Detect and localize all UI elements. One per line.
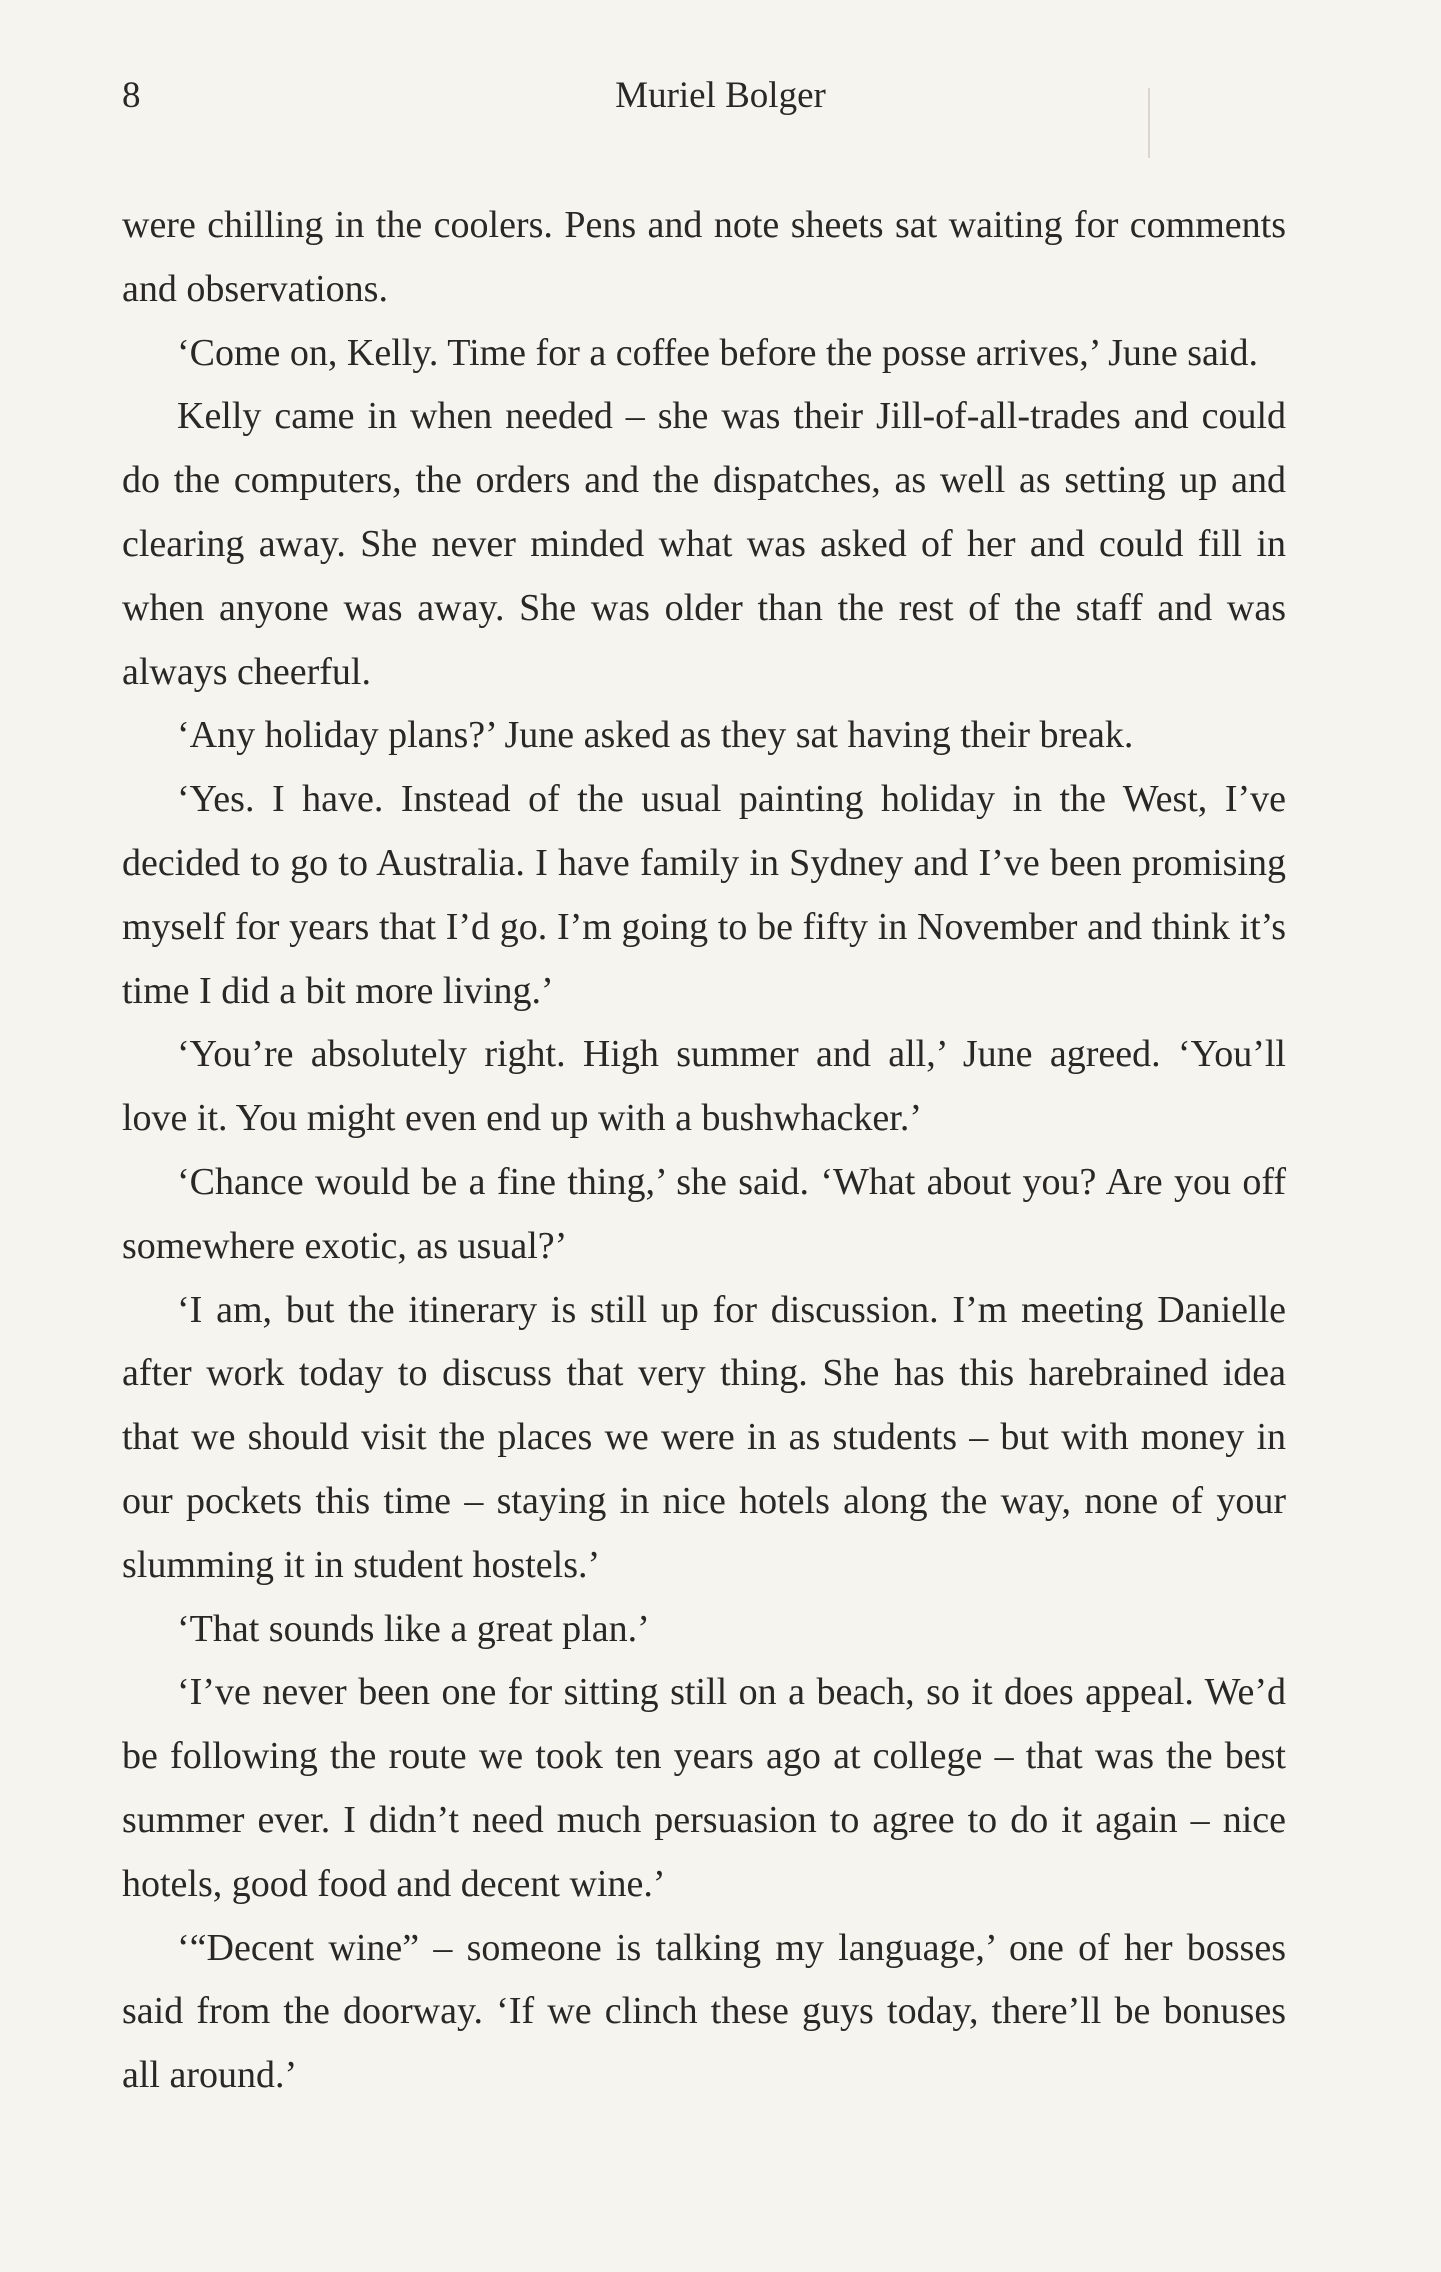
- paragraph: ‘Any holiday plans?’ June asked as they sat having their break.: [177, 714, 1134, 757]
- running-head-author: Muriel Bolger: [615, 75, 826, 116]
- paragraph: ‘“Decent wine” – someone is talking my language,’ one of her bosses said from the doorway. ‘If we clinch these guys today, there’ll be bonuses all around.’: [122, 1926, 1286, 2097]
- body-text: [122, 194, 1286, 2108]
- running-head: [0, 66, 1441, 126]
- paragraph: ‘Yes. I have. Instead of the usual painting holiday in the West, I’ve decided to go to Australia. I have family in Sydney and I’ve been promising myself for years that I’d go. I’m going to be fifty in November and think it’s time I did a bit more living.’: [122, 778, 1286, 1012]
- paragraph: ‘You’re absolutely right. High summer and all,’ June agreed. ‘You’ll love it. You might even end up with a bushwhacker.’: [122, 1033, 1286, 1140]
- paragraph: ‘I’ve never been one for sitting still on a beach, so it does appeal. We’d be following the route we took ten years ago at college – that was the best summer ever. I didn’t need much persuasion to agree to do it again – nice hotels, good food and decent wine.’: [122, 1671, 1286, 1905]
- paragraph: Kelly came in when needed – she was their Jill-of-all-trades and could do the computers, the orders and the dispatches, as well as setting up and clearing away. She never minded what was asked of her and could fill in when anyone was away. She was older than the rest of the staff and was always cheerful.: [122, 395, 1286, 693]
- paragraph: ‘I am, but the itinerary is still up for discussion. I’m meeting Danielle after work today to discuss that very thing. She has this harebrained idea that we should visit the places we were in as students – but with money in our pockets this time – staying in nice hotels along the way, none of your slumming it in student hostels.’: [122, 1288, 1286, 1586]
- page-number: 8: [122, 75, 141, 116]
- paragraph: were chilling in the coolers. Pens and note sheets sat waiting for comments and observations.: [122, 204, 1286, 310]
- paragraph: ‘Chance would be a fine thing,’ she said. ‘What about you? Are you off somewhere exotic, as usual?’: [122, 1160, 1286, 1267]
- paragraph: ‘Come on, Kelly. Time for a coffee before the posse arrives,’ June said.: [177, 331, 1258, 374]
- paragraph: ‘That sounds like a great plan.’: [177, 1607, 650, 1650]
